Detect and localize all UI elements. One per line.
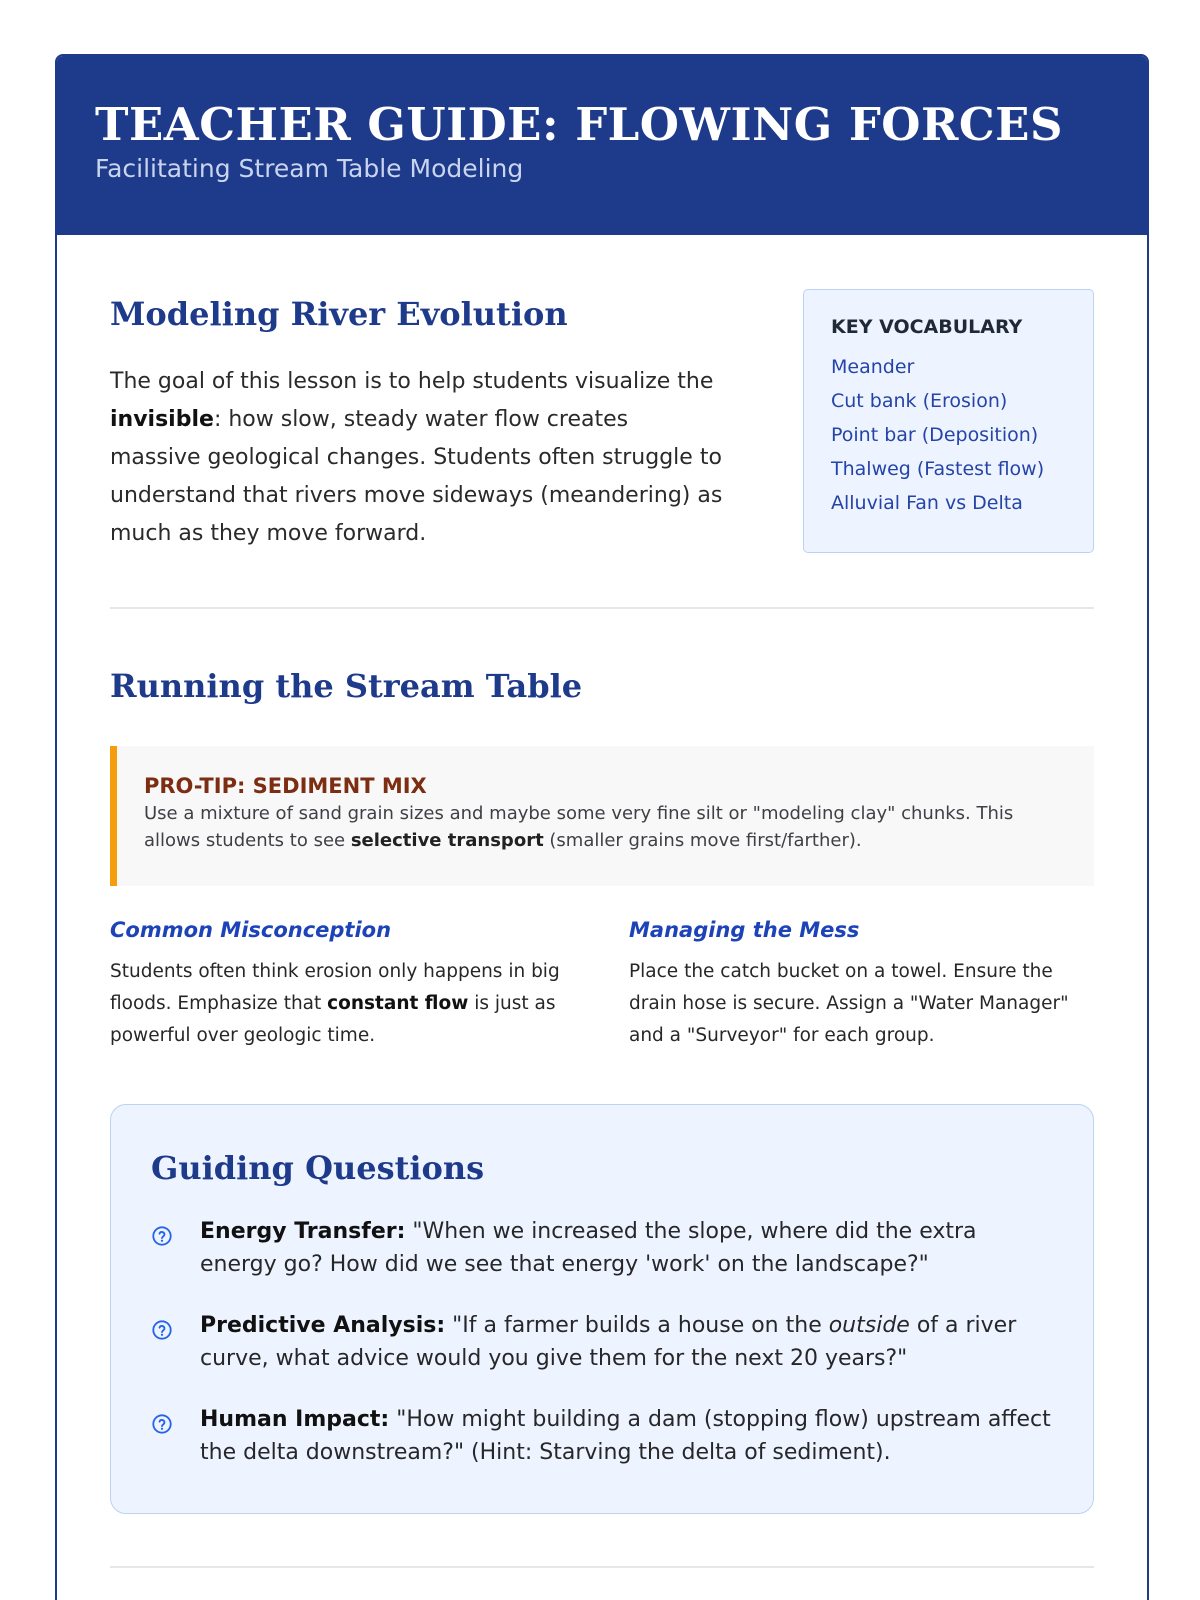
vocabulary-item: Thalweg (Fastest flow) bbox=[831, 458, 1045, 480]
vocabulary-item: Meander bbox=[831, 356, 915, 378]
guiding-questions-list bbox=[151, 1215, 1053, 1469]
question-circle-icon bbox=[151, 1413, 173, 1435]
tips-columns bbox=[110, 918, 1094, 1052]
guiding-question-item bbox=[151, 1403, 1053, 1469]
guiding-question-item bbox=[151, 1215, 1053, 1281]
misconception-text bbox=[110, 956, 575, 1052]
vocabulary-item: Alluvial Fan vs Delta bbox=[831, 492, 1023, 514]
vocabulary-item: Cut bank (Erosion) bbox=[831, 390, 1008, 412]
intro-paragraph bbox=[110, 363, 725, 553]
guide-header bbox=[57, 56, 1147, 235]
guiding-question-item bbox=[151, 1309, 1053, 1375]
question-label: Predictive Analysis: bbox=[200, 1313, 446, 1338]
pro-tip-text-after: (smaller grains move first/farther). bbox=[543, 830, 862, 851]
guide-sheet bbox=[55, 54, 1149, 1600]
guiding-question-text bbox=[200, 1309, 1053, 1375]
pro-tip-title: PRO-TIP: SEDIMENT MIX bbox=[144, 774, 427, 798]
pro-tip-callout bbox=[110, 746, 1094, 886]
misconception-heading: Common Misconception bbox=[110, 918, 392, 942]
section-divider bbox=[110, 1566, 1094, 1568]
question-circle-icon bbox=[151, 1225, 173, 1247]
vocabulary-item: Point bar (Deposition) bbox=[831, 424, 1039, 446]
mess-text: Place the catch bucket on a towel. Ensure the drain hose is secure. Assign a "Water Manager" and a "Surveyor" for each group. bbox=[629, 961, 1069, 1046]
section-divider bbox=[110, 607, 1094, 609]
intro-heading: Modeling River Evolution bbox=[110, 295, 568, 333]
misconception-text-before: Students often think erosion only happens in big floods. Emphasize that bbox=[110, 961, 560, 1014]
vocabulary-title: KEY VOCABULARY bbox=[831, 316, 1023, 338]
question-label: Human Impact: bbox=[200, 1407, 390, 1432]
stream-table-section bbox=[110, 667, 1094, 1568]
intro-text-bold: invisible bbox=[110, 407, 214, 432]
guiding-questions-box bbox=[110, 1104, 1094, 1514]
misconception-text-bold: constant flow bbox=[327, 993, 469, 1014]
guiding-questions-heading: Guiding Questions bbox=[151, 1149, 485, 1187]
guiding-question-text bbox=[200, 1403, 1053, 1469]
misconception-column bbox=[110, 918, 575, 1052]
mess-heading: Managing the Mess bbox=[629, 918, 860, 942]
question-text-after: of a river curve, what advice would you give them for the next 20 years?" bbox=[200, 1313, 1017, 1371]
stream-table-heading: Running the Stream Table bbox=[110, 667, 583, 705]
question-text: "How might building a dam (stopping flow) upstream affect the delta downstream?" (Hint: Starving the delta of sediment). bbox=[200, 1407, 1051, 1465]
question-text-italic: outside bbox=[828, 1313, 910, 1338]
intro-text-after: : how slow, steady water flow creates massive geological changes. Students often struggle to understand that rivers move sideways (meandering) as much as they move forward. bbox=[110, 407, 723, 546]
guiding-question-text bbox=[200, 1215, 1053, 1281]
mess-column bbox=[629, 918, 1094, 1052]
page-title: TEACHER GUIDE: FLOWING FORCES bbox=[95, 98, 1063, 151]
page-subtitle: Facilitating Stream Table Modeling bbox=[95, 154, 524, 183]
key-vocabulary-box bbox=[803, 289, 1094, 553]
misconception-text-after: is just as powerful over geologic time. bbox=[110, 993, 556, 1046]
question-circle-icon bbox=[151, 1319, 173, 1341]
intro-main bbox=[110, 289, 725, 553]
question-text: "When we increased the slope, where did the extra energy go? How did we see that energy 'work' on the landscape?" bbox=[200, 1219, 977, 1277]
intro-text-before: The goal of this lesson is to help students visualize the bbox=[110, 369, 714, 394]
guide-content bbox=[57, 235, 1147, 1568]
pro-tip-text-before: Use a mixture of sand grain sizes and maybe some very fine silt or "modeling clay" chunks. This allows students to see bbox=[144, 803, 1014, 851]
pro-tip-text bbox=[144, 800, 1064, 854]
question-label: Energy Transfer: bbox=[200, 1219, 406, 1244]
question-text-before: "If a farmer builds a house on the bbox=[445, 1313, 829, 1338]
vocabulary-list bbox=[831, 350, 1066, 520]
intro-section bbox=[110, 235, 1094, 553]
pro-tip-text-bold: selective transport bbox=[350, 830, 544, 851]
